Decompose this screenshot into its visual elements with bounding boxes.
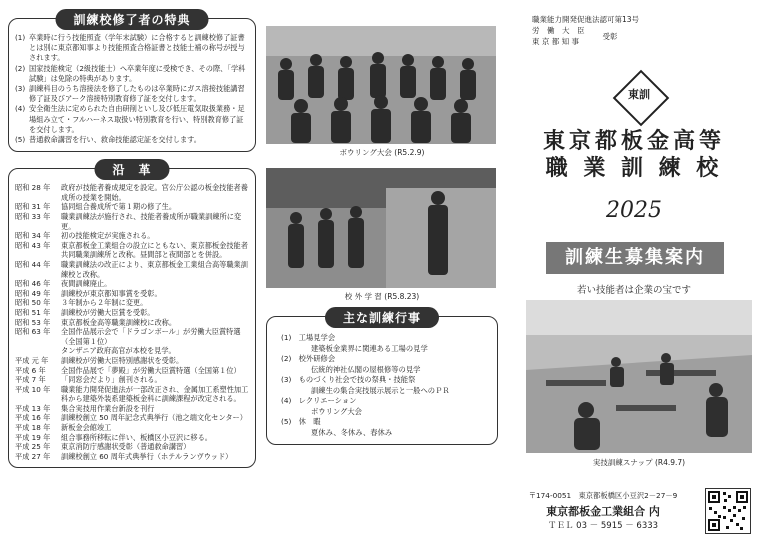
benefit-text: 卒業時に行う技能照査（学年末試験）に合格すると訓練校修了証書とは別に東京都知事より技能照査合格証書と技能士補の称号が授与されます。 — [29, 33, 245, 63]
history-event: タンザニア政府高官が本校を見学。 — [61, 346, 176, 356]
event-label: 工場見学会 — [298, 333, 336, 342]
event-description: 伝統的神社仏閣の屋根修等の見学 — [311, 364, 421, 374]
event-number: (4) — [281, 396, 292, 405]
history-year: 平成 13 年 — [15, 403, 51, 413]
history-year: 昭和 33 年 — [15, 212, 51, 222]
field-trip-image — [266, 168, 496, 288]
event-label: 休 暇 — [298, 417, 321, 426]
history-year: 平成 7 年 — [15, 375, 46, 385]
workshop-image — [526, 300, 752, 453]
ministry-line: 職業能力開発促進法認可第13号 — [532, 15, 640, 24]
history-row — [15, 289, 249, 299]
history-event: 職業訓練法の改正により、東京都板金工業組合高等職業訓練校と改称。 — [61, 259, 248, 279]
organization-name: 東京都板金工業組合 内 — [546, 505, 660, 518]
history-row — [15, 212, 249, 231]
benefit-text: 国家技能検定（2級技能士）へ卒業年度に受検でき、その際、「学科試験」は免除の特典があります。 — [29, 63, 246, 83]
benefit-text: 普通救命講習を行い、救命技能認定証を交付します。 — [29, 135, 201, 145]
year: 2025 — [606, 198, 662, 223]
history-event: 東京消防庁感謝状受彰（普通救命講習） — [61, 442, 191, 452]
history-event: 訓練校創立 60 周年式典挙行（ホテルランヴウッド） — [61, 451, 233, 461]
history-row — [15, 183, 249, 202]
history-year — [15, 346, 61, 356]
slogan: 若い技能者は企業の宝です — [576, 285, 691, 296]
history-event: 新板金会館竣工 — [61, 423, 112, 433]
benefit-item — [15, 84, 249, 104]
bowling-caption: ボウリング大会 (R5.2.9) — [339, 148, 425, 157]
history-row — [15, 452, 249, 462]
history-title: 沿 革 — [94, 159, 169, 180]
history-event: 集合実技用作業台新設を刊行 — [61, 403, 155, 413]
field-trip-caption: 校 外 学 習 (R5.8.23) — [344, 292, 420, 301]
benefit-item — [15, 135, 249, 145]
history-year: 昭和 49 年 — [15, 288, 51, 298]
history-row — [15, 413, 249, 423]
history-row — [15, 279, 249, 289]
school-name — [508, 128, 760, 182]
history-event: 職業能力開発促進法が一部改正され、金属加工系塑性加工科から建築外装系建築板金科に訓練課程が改定される。 — [61, 384, 249, 404]
award-label: 受彰 — [602, 32, 618, 41]
event-item — [281, 396, 487, 407]
benefits-section — [8, 13, 256, 152]
bowling-group-image — [266, 26, 496, 144]
school-name-line2: 職 業 訓 練 校 — [545, 155, 723, 181]
event-description: 夏休み、冬休み、春休み — [311, 427, 393, 437]
left-column — [8, 8, 256, 468]
history-event: 東京都板金高等職業訓練校に改称。 — [61, 317, 177, 327]
benefit-item — [15, 104, 249, 135]
events-section — [266, 311, 498, 445]
minister-labor: 労 働 大 臣 — [532, 26, 585, 35]
history-row — [15, 202, 249, 212]
workshop-caption: 実技訓練スナップ (R4.9.7) — [592, 458, 686, 467]
benefits-title: 訓練校修了者の特典 — [55, 9, 208, 30]
history-event: 「同窓会だより」創刊される。 — [61, 375, 162, 385]
event-description: ボウリング大会 — [311, 406, 362, 416]
middle-column — [266, 8, 498, 445]
benefit-number: (4) — [15, 104, 26, 114]
event-number: (3) — [281, 375, 292, 384]
history-row — [15, 385, 249, 404]
field-trip-photo — [266, 168, 496, 288]
history-year: 平成 6 年 — [15, 365, 46, 375]
address: 〒174-0051 東京都板橋区小豆沢2－27－9 — [528, 491, 678, 500]
history-event: 初の技能検定が実施される。 — [61, 231, 155, 241]
qr-pattern — [706, 489, 750, 533]
history-row — [15, 318, 249, 328]
history-event: 訓練校創立 50 周年記念式典挙行（池之端文化センター） — [61, 413, 247, 423]
history-year: 昭和 43 年 — [15, 240, 51, 250]
telephone: ＴＥＬ 03 － 5915 － 6333 — [547, 521, 659, 531]
benefit-text: 訓練科目のうち溶接法を修了したものは卒業時にガス溶接技能講習修了証及びアーク溶接特別教育修了証を交付します。 — [29, 84, 245, 104]
history-row — [15, 356, 249, 366]
history-event: ３年制から２年制に変更。 — [61, 298, 148, 308]
history-event: 夜間訓練廃止。 — [61, 279, 112, 289]
history-year: 昭和 31 年 — [15, 202, 51, 212]
event-item — [281, 417, 487, 428]
history-year: 平成 10 年 — [15, 384, 51, 394]
qr-code-icon[interactable] — [705, 488, 751, 534]
benefit-number: (1) — [15, 33, 26, 42]
workshop-photo — [526, 300, 752, 453]
history-year: 昭和 50 年 — [15, 298, 51, 308]
history-year: 平成 18 年 — [15, 423, 51, 433]
benefit-text: 安全衛生法に定められた自由研削といし及び低圧電気取扱業務・足場組み立て・フルハーネス取扱い特別教育を行い、特別教育修了証を交付します。 — [29, 104, 245, 134]
event-item — [281, 354, 487, 365]
event-item — [281, 333, 487, 344]
history-event: 政府が技能者養成規定を設定。官公庁公認の板金技能者養成所の授業を開始。 — [61, 183, 248, 202]
ministry-block — [532, 14, 639, 47]
minister-tokyo: 東 京 都 知 事 — [532, 37, 580, 46]
history-row — [15, 308, 249, 318]
history-year: 昭和 51 年 — [15, 307, 51, 317]
benefits-list — [15, 33, 249, 145]
logo-text: 東訓 — [628, 88, 650, 101]
history-row — [15, 366, 249, 376]
history-event: 職業訓練法が施行され、技能者養成所が職業訓練所に変更。 — [61, 212, 242, 231]
history-event: 訓練校が東京都知事賞を受彰。 — [61, 288, 162, 298]
school-name-line1: 東京都板金高等 — [542, 128, 725, 154]
history-event: 東京都板金工業組合の設立にともない、東京都板金技能者共同職業訓練所と改称。昼間部と夜間部とを併設。 — [61, 240, 248, 260]
history-event: 訓練校が労働大臣特別感謝状を受彰。 — [61, 355, 184, 365]
history-year: 昭和 53 年 — [15, 317, 51, 327]
history-year: 平成 25 年 — [15, 442, 51, 452]
events-title: 主な訓練行事 — [325, 307, 439, 328]
bowling-photo — [266, 26, 496, 144]
history-year: 平成 19 年 — [15, 432, 51, 442]
history-row — [15, 260, 249, 279]
event-label: ものづくり社会で技の祭典・技能祭 — [298, 375, 416, 384]
history-year: 昭和 28 年 — [15, 183, 51, 193]
history-list — [15, 183, 249, 461]
history-row — [15, 433, 249, 443]
benefit-number: (2) — [15, 63, 26, 73]
event-number: (5) — [281, 417, 292, 426]
history-event: 組合事務所移転に伴い、板橋区小豆沢に移る。 — [61, 432, 212, 442]
history-year: 平成 27 年 — [15, 451, 51, 461]
history-event: 協同組合養成所で第１期の修了生。 — [61, 202, 177, 212]
benefit-item — [15, 64, 249, 84]
events-list — [281, 333, 487, 438]
history-row — [15, 442, 249, 452]
event-number: (1) — [281, 333, 292, 342]
event-item — [281, 375, 487, 386]
event-label: 校外研修会 — [298, 354, 336, 363]
event-label: レクリエーション — [298, 396, 357, 405]
history-row — [15, 346, 249, 356]
history-section — [8, 163, 256, 468]
history-year: 昭和 34 年 — [15, 231, 51, 241]
history-row — [15, 241, 249, 260]
event-description: 訓練生の集合実技展示展示と一般へのＰＲ — [311, 385, 450, 395]
benefit-number: (3) — [15, 84, 26, 94]
history-year: 昭和 46 年 — [15, 279, 51, 289]
event-number: (2) — [281, 354, 292, 363]
history-event: 全国作品展で「夢殿」が労働大臣賞特選（全国第１位） — [61, 365, 241, 375]
benefit-number: (5) — [15, 135, 26, 145]
history-event: 全国作品展示会で「ドラゴンボール」が労働大臣賞特選（全国第１位） — [61, 327, 241, 346]
history-year: 昭和 44 年 — [15, 259, 51, 269]
history-row — [15, 404, 249, 414]
history-year: 平成 16 年 — [15, 413, 51, 423]
history-year: 昭和 63 年 — [15, 327, 51, 337]
history-row — [15, 327, 249, 346]
recruitment-banner: 訓練生募集案内 — [546, 242, 724, 274]
benefit-item — [15, 33, 249, 64]
history-row — [15, 375, 249, 385]
event-description: 建築板金業界に関連ある工場の見学 — [311, 343, 428, 353]
history-row — [15, 423, 249, 433]
history-year: 平成 元 年 — [15, 355, 49, 365]
history-row — [15, 231, 249, 241]
history-event: 訓練校が労働大臣賞を受彰。 — [61, 307, 155, 317]
history-row — [15, 298, 249, 308]
right-column — [508, 8, 760, 545]
